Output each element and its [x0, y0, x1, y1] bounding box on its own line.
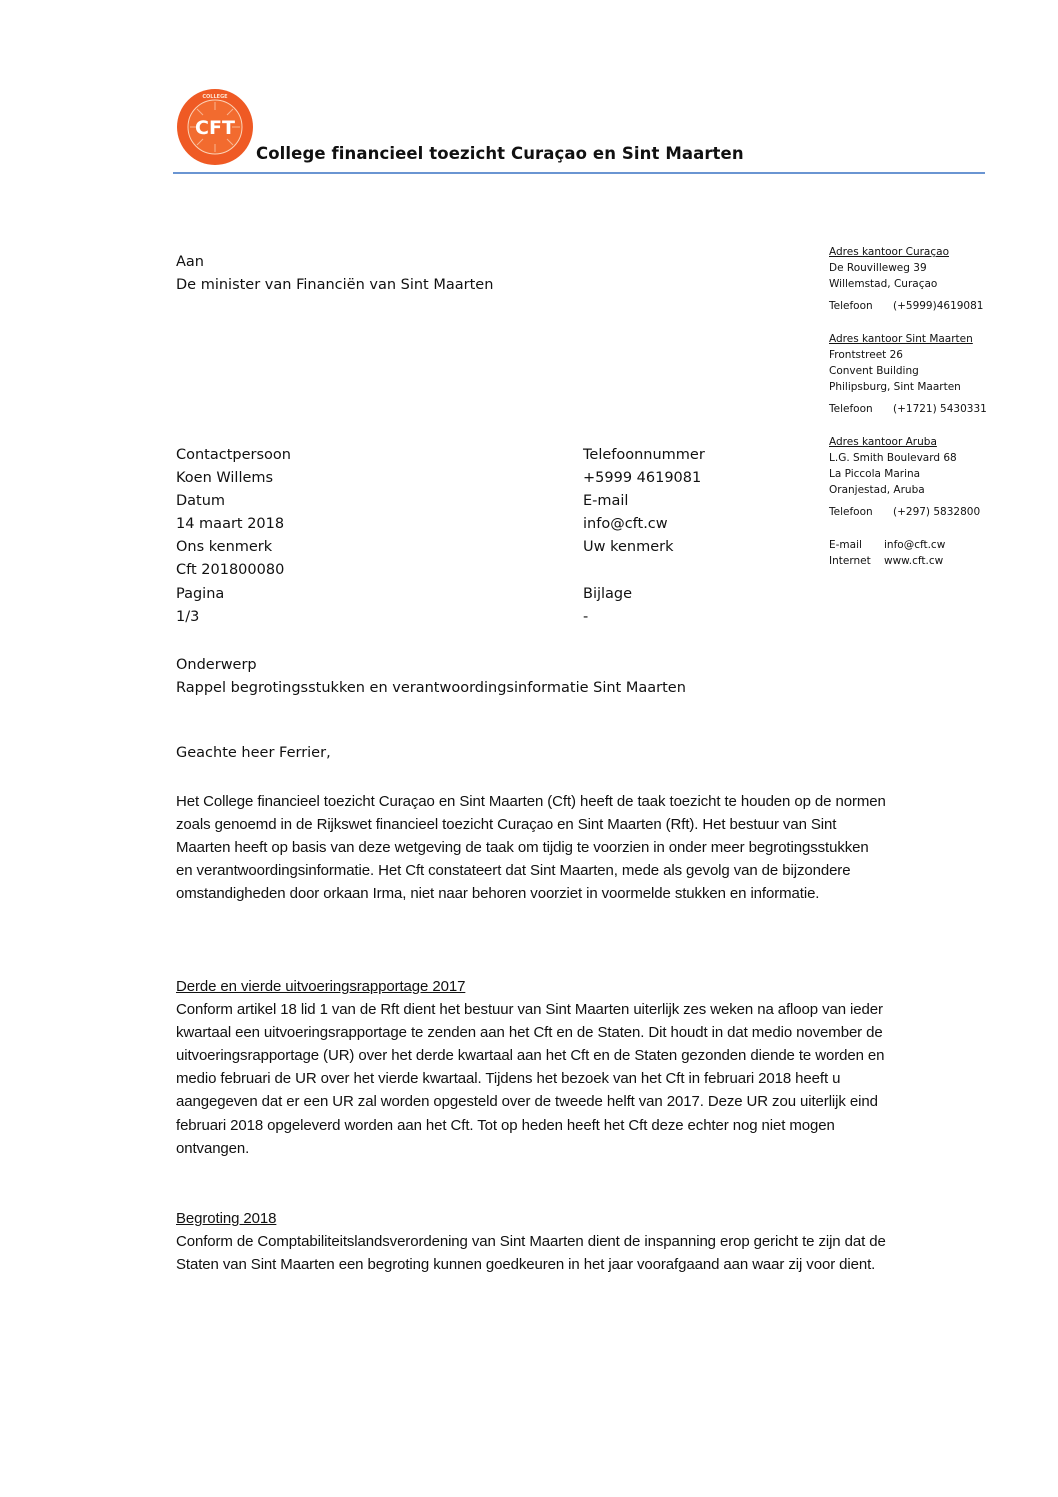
subject-value: Rappel begrotingsstukken en verantwoordingsinformatie Sint Maarten: [176, 680, 686, 696]
office-address-line: Oranjestad, Aruba: [829, 484, 925, 496]
website-link[interactable]: www.cft.cw: [884, 555, 944, 567]
phone-number-value: +5999 4619081: [583, 470, 702, 487]
email-label: E-mail: [829, 539, 862, 551]
addressee-block: [176, 251, 493, 297]
date-value: 14 maart 2018: [176, 516, 285, 533]
phone-label: Telefoon: [829, 506, 873, 518]
office-heading: Adres kantoor Aruba: [829, 436, 937, 448]
addressee-label: Aan: [176, 254, 204, 270]
addressee-recipient: De minister van Financiën van Sint Maarten: [176, 277, 494, 293]
office-address-line: Frontstreet 26: [829, 349, 903, 361]
office-sint-maarten: [829, 331, 1029, 417]
contact-person-label: Contactpersoon: [176, 447, 291, 463]
sidebar-internet: [829, 553, 1029, 569]
office-address-line: Willemstad, Curaçao: [829, 278, 938, 290]
section-paragraph: Conform de Comptabiliteitslandsverordening van Sint Maarten dient de inspanning erop gericht te zijn dat de Staten van Sint Maarten een begroting kunnen goedkeuren in het jaar voorafgaand aan waar zij voor dient.: [176, 1233, 886, 1274]
section-begroting: [176, 1207, 888, 1276]
office-address-line: L.G. Smith Boulevard 68: [829, 452, 957, 464]
intro-paragraph: Het College financieel toezicht Curaçao en Sint Maarten (Cft) heeft de taak toezicht te houden op de normen zoals genoemd in de Rijkswet financieel toezicht Curaçao en Sint Maarten (Rft). Het bestuur van Sint Maarten heeft op basis van deze wetgeving de taak om tijdig te voorzien in onder meer begrotingsstukken en verantwoordingsinformatie. Het Cft constateert dat Sint Maarten, mede als gevolg van de bijzondere omstandigheden door orkaan Irma, niet naar behoren voorziet in voormelde stukken en informatie.: [176, 793, 886, 903]
section-uitvoeringsrapportage: [176, 975, 888, 1160]
contact-person-value: Koen Willems: [176, 470, 274, 487]
metadata-right-column: [583, 444, 783, 629]
your-reference-value: [583, 559, 783, 582]
phone-value: (+297) 5832800: [893, 506, 981, 518]
office-address-line: La Piccola Marina: [829, 468, 921, 480]
office-curacao: [829, 244, 1029, 314]
email-label: E-mail: [583, 493, 629, 510]
section-paragraph: Conform artikel 18 lid 1 van de Rft dient het bestuur van Sint Maarten uiterlijk zes weken na afloop van ieder kwartaal een uitvoeringsrapportage te zenden aan het Cft en de Staten. Dit houdt in dat medio november de uitvoeringsrapportage (UR) over het derde kwartaal aan het Cft en de Staten gezonden diende te worden en medio februari de UR over het vierde kwartaal. Tijdens het bezoek van het Cft in februari 2018 heeft u aangegeven dat er een UR zal worden opgesteld over de tweede helft van 2017. Deze UR zou uiterlijk eind februari 2018 opgeleverd worden aan het Cft. Tot op heden heeft het Cft deze echter nog niet mogen ontvangen.: [176, 1001, 885, 1157]
cft-logo: [176, 88, 254, 166]
attachment-value: -: [583, 608, 589, 625]
phone-label: Telefoon: [829, 403, 873, 415]
office-aruba: [829, 434, 1029, 520]
page-value: 1/3: [176, 608, 200, 625]
page-label: Pagina: [176, 585, 225, 602]
phone-value: (+1721) 5430331: [893, 403, 987, 415]
our-reference-value: Cft 201800080: [176, 562, 285, 579]
office-address-line: Convent Building: [829, 365, 919, 377]
subject-label: Onderwerp: [176, 657, 257, 673]
organization-title: College financieel toezicht Curaçao en Sint Maarten: [256, 144, 744, 163]
subject-block: [176, 654, 686, 700]
office-phone: [829, 401, 1029, 417]
section-heading: Begroting 2018: [176, 1210, 277, 1227]
email-value[interactable]: info@cft.cw: [583, 516, 668, 533]
salutation: Geachte heer Ferrier,: [176, 745, 331, 761]
office-heading: Adres kantoor Sint Maarten: [829, 333, 973, 345]
letter-metadata: [176, 444, 783, 629]
header-divider: [173, 172, 985, 174]
attachment-label: Bijlage: [583, 585, 633, 602]
office-phone: [829, 504, 1029, 520]
svg-text:CFT: CFT: [195, 117, 235, 139]
date-label: Datum: [176, 493, 226, 510]
sidebar-email: [829, 537, 1029, 553]
your-reference-label: Uw kenmerk: [583, 539, 674, 556]
phone-value: (+5999)4619081: [893, 300, 984, 312]
office-phone: [829, 298, 1029, 314]
email-link[interactable]: info@cft.cw: [884, 539, 946, 551]
phone-number-label: Telefoonnummer: [583, 447, 705, 463]
svg-text:COLLEGE: COLLEGE: [202, 94, 228, 100]
cft-logo-icon: [176, 88, 254, 166]
section-heading: Derde en vierde uitvoeringsrapportage 2017: [176, 978, 466, 995]
office-heading: Adres kantoor Curaçao: [829, 246, 949, 258]
office-address-line: De Rouvilleweg 39: [829, 262, 927, 274]
office-address-line: Philipsburg, Sint Maarten: [829, 381, 961, 393]
office-sidebar: [829, 244, 1029, 569]
internet-label: Internet: [829, 555, 871, 567]
our-reference-label: Ons kenmerk: [176, 539, 273, 556]
metadata-left-column: [176, 444, 583, 629]
phone-label: Telefoon: [829, 300, 873, 312]
